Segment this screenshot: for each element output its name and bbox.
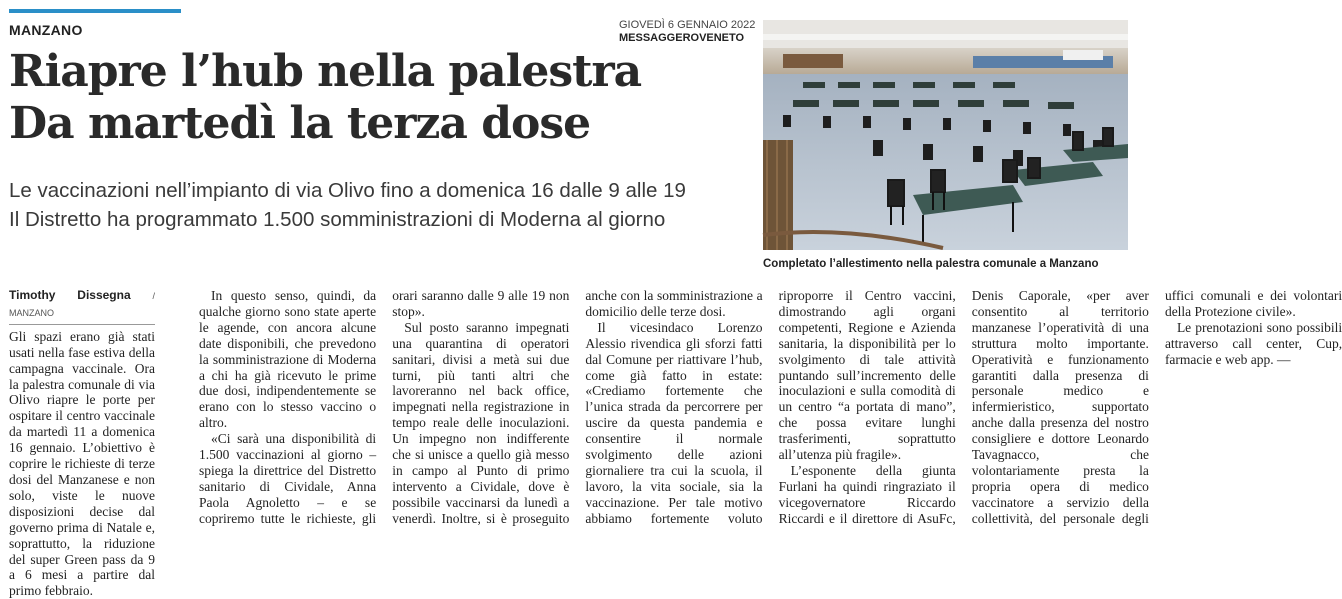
subtitle-line-2: Il Distretto ha programmato 1.500 somministrazioni di Moderna al giorno — [9, 208, 666, 231]
byline — [9, 288, 155, 325]
publication-name: MESSAGGEROVENETO — [619, 32, 745, 44]
article-paragraph-1: Gli spazi erano già stati usati nella fase estiva della campagna vaccinale. Ora la palestra comunale di via Olivo riapre le porte per ospitare il centro vaccinale da martedì 11 a domenica 16 gennaio. L’obiettivo è coprire le richieste di terze dosi del Manzanese e non solo, viste le nuove disposizioni decise dal governo prima di Natale e, soprattutto, la riduzione del super Green pass da 9 a 6 mesi a partire dal primo febbraio. — [9, 328, 155, 599]
article-paragraph-4: Sul posto saranno impegnati una quarantina di operatori sanitari, divisi a metà sui due turni, più tanti altri che lavoreranno nel back office, impegnati nella registrazione in tempo reale delle inoculazioni. Un impegno non indifferente che si unisce a quello già messo in campo al Punto di primo intervento a Cividale, dove è possibile vaccinarsi da lunedì a venerdì. Inoltre, si è proseguito anche con la somministrazione a domicilio delle terze dosi. — [392, 288, 763, 526]
photo-caption: Completato l’allestimento nella palestra comunale a Manzano — [763, 258, 1099, 270]
article-column-1 — [9, 288, 155, 599]
publication-date: GIOVEDÌ 6 GENNAIO 2022 — [619, 19, 756, 31]
byline-place: / MANZANO — [9, 291, 155, 318]
subtitle — [9, 176, 759, 234]
article-paragraph-6: L’esponente della giunta Furlani ha quindi ringraziato il vicegovernatore Riccardo Riccardi e il direttore di AsuFc, Denis Caporale, «per aver consentito al territorio manzanese l’operatività di una struttura molto importante. Operatività e funzionamento garantiti dalla presenza di personale medico e infermieristico, supportato anche dalla presenza del nostro consigliere e dottore Leonardo Tavagnacco, che volontariamente presta la propria opera di medico vaccinatore a servizio della collettività, del personale degli uffici comunali e dei volontari della Protezione civile». — [778, 288, 1342, 526]
byline-author: Timothy Dissegna — [9, 288, 131, 302]
subtitle-line-1: Le vaccinazioni nell’impianto di via Olivo fino a domenica 16 dalle 9 alle 19 — [9, 179, 686, 202]
dateline — [619, 19, 755, 45]
gym-vaccination-hub-photo — [763, 20, 1128, 250]
headline — [9, 46, 754, 150]
article-paragraph-2: In questo senso, quindi, da qualche giorno sono state aperte le agende, con ancora alcune date disponibili, che prevedono la somministrazione di Moderna a chi ha già ricevuto le prime due dosi, indipendentemente se erano con lo stesso vaccino o altro. — [199, 288, 377, 431]
article-photo — [763, 20, 1128, 250]
headline-line-2: Da martedì la terza dose — [9, 98, 591, 149]
headline-line-1: Riapre l’hub nella palestra — [9, 46, 642, 97]
section-accent-bar — [9, 9, 181, 13]
article-paragraph-7: Le prenotazioni sono possibili attraverso call center, Cup, farmacie e web app. — — [1164, 319, 1342, 367]
section-kicker: MANZANO — [9, 22, 83, 38]
article-paragraph-3: «Ci sarà una disponibilità di 1.500 vaccinazioni al giorno – spiega la direttrice del Distretto sanitario di Cividale, Anna Paola Agnoletto – e se copriremo tutte le richieste, gli orari saranno dalle 9 alle 19 non stop». — [199, 288, 570, 526]
article-body-columns — [199, 288, 1342, 528]
article-paragraph-5: Il vicesindaco Lorenzo Alessio rivendica gli sforzi fatti dal Comune per riattivare l’hub, come già fatto in estate: «Crediamo fortemente che l’unica strada da percorrere per uscire da questa pandemia e consentire il normale svolgimento delle azioni giornaliere tra cui la scuola, il lavoro, la vita sociale, sia la vaccinazione. Per tale motivo abbiamo fortemente voluto riproporre il Centro vaccini, dimostrando agli organi competenti, Regione e Azienda sanitaria, la disponibilità per lo svolgimento di tale attività puntando sull’incremento delle inoculazioni e sulla comodità di un centro “a portata di mano”, che possa evitare lunghi trasferimenti, soprattutto all’utenza più fragile». — [585, 288, 956, 526]
